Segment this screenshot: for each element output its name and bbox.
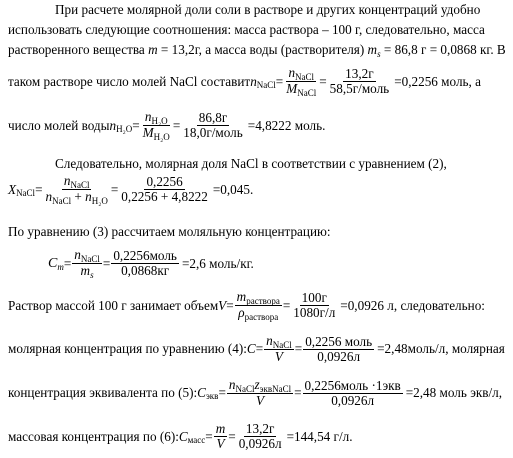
fraction — [181, 111, 245, 140]
subscript: H₂O — [153, 132, 170, 142]
var-V: V — [255, 393, 265, 408]
denominator: 0,0926л — [317, 348, 361, 364]
equals: = — [63, 255, 72, 271]
subscript: NaCl — [235, 384, 255, 394]
equals: = — [282, 297, 291, 313]
para1-line1 — [55, 2, 507, 17]
subscript: H₂O — [91, 196, 108, 206]
denominator: 1080г/л — [293, 305, 336, 320]
var-rho: ρ — [238, 305, 245, 320]
text: = 13,2г, а масса воды (растворителя) — [157, 42, 368, 57]
subscript: H₂O — [116, 123, 133, 134]
var-C: C — [197, 385, 206, 400]
text: растворенного вещества — [8, 42, 149, 57]
subscript: NaCl — [70, 180, 90, 190]
equation-x-nacl — [8, 174, 253, 205]
var-n: n — [144, 109, 152, 124]
subscript: NaCl — [295, 72, 315, 82]
var-m: m — [80, 263, 91, 278]
subscript: экв — [205, 391, 219, 401]
denominator: 18,0г/моль — [183, 125, 243, 140]
text: концентрация эквивалента по (5): — [8, 385, 198, 400]
numerator: 0,2256моль ·1экв — [304, 377, 401, 393]
var-M: M — [142, 125, 154, 140]
result: =4,8222 моль. — [247, 117, 326, 133]
para1-line3 — [8, 42, 507, 59]
fraction — [303, 379, 403, 408]
var-V: V — [274, 349, 283, 364]
var-n: n — [45, 189, 53, 204]
equals: = — [102, 255, 111, 271]
var-m: m — [367, 42, 378, 57]
fraction — [235, 290, 282, 321]
fraction — [328, 67, 392, 96]
fraction — [291, 291, 337, 320]
subscript: NaCl — [297, 88, 317, 98]
fraction — [264, 334, 294, 364]
para2-line1 — [55, 156, 507, 171]
text: массовая концентрация по (6): — [8, 428, 179, 444]
var-X: X — [8, 181, 17, 197]
subscript: s — [90, 270, 94, 280]
numerator: 100г — [301, 290, 327, 305]
text: По уравнению (3) рассчитаем моляльную концентрацию: — [8, 224, 331, 239]
var-m: m — [236, 289, 247, 304]
fraction — [119, 175, 210, 204]
numerator: 0,2256 моль — [305, 333, 373, 349]
subscript: эквNaCl — [259, 384, 292, 394]
subscript: NaCl — [16, 187, 36, 198]
subscript: NaCl — [52, 196, 72, 206]
var-n: n — [74, 247, 81, 262]
fraction: $\frac{n_{NaCl}}{n_{NaCl} + n_{H_2O}}$ — [45, 173, 108, 206]
subscript: m — [57, 261, 64, 272]
text: При расчете молярной доли соли в растворе и других концентраций удобно — [55, 2, 481, 17]
equation-n-nacl — [8, 66, 481, 97]
text: Следовательно, молярная доля NaCl в соответствии с уравнением (2), — [55, 156, 447, 171]
denominator: 0,0926л — [331, 392, 375, 408]
result: =2,6 моль/кг. — [181, 255, 254, 271]
result: =2,48моль/л, молярная — [377, 341, 505, 356]
result: =0,0926 л, следовательно: — [340, 297, 485, 313]
text: Раствор массой 100 г занимает объем — [8, 297, 219, 313]
var-C: C — [48, 255, 58, 271]
var-n: n — [266, 333, 273, 348]
var-n: n — [85, 189, 92, 204]
var-n: n — [63, 173, 71, 188]
para3-line1 — [8, 224, 331, 239]
var-M: M — [286, 81, 298, 96]
equals: = — [35, 181, 43, 197]
numerator: m — [215, 421, 226, 436]
equation-equivalent: концентрация эквивалента по (5): C экв = $\frac{n_{NaCl}z_{эквNaCl}}{V}$ = $\frac{\text{0,2256моль ·1экв}}{0,0926л}$ =2,48 моль экв/л, — [8, 377, 503, 408]
denominator: V — [216, 436, 225, 451]
equation-volume: Раствор массой 100 г занимает объем V = $\frac{m_{раствора}}{\rho_{раствора}}$ = $\frac{100г}{1080г/л}$ =0,0926 л, следовательно: — [8, 289, 485, 322]
result: =0,2256 моль, а — [394, 73, 481, 89]
denominator: 58,5г/моль — [329, 81, 390, 96]
equals: = — [275, 73, 284, 89]
result: =0,045. — [212, 181, 254, 197]
text: использовать следующие соотношения: масса раствора – 100 г, следовательно, масса — [8, 22, 485, 37]
subscript: NaCl — [256, 79, 276, 90]
subscript: раствора — [246, 296, 280, 306]
var-V: V — [218, 297, 227, 313]
var-m: n — [288, 65, 296, 80]
fraction — [284, 66, 318, 97]
fraction — [141, 110, 172, 141]
equation-molarity: молярная концентрация по уравнению (4): C = $\frac{n_{NaCl}}{V}$ = $\frac{\text{0,2256 моль}}{0,0926л}$ =2,48моль/л, молярная — [8, 333, 505, 364]
equals: = — [294, 341, 303, 356]
var-z: z — [254, 377, 260, 392]
equals: = — [205, 428, 213, 444]
text: = 86,8 г = 0,0868 кг. В — [380, 42, 506, 57]
equation-n-h2o — [8, 110, 325, 141]
var-n: n — [228, 377, 236, 392]
denominator: 0,2256 + 4,8222 — [121, 189, 208, 204]
equation-mass-conc — [8, 422, 353, 451]
subscript: s — [377, 49, 381, 59]
subscript: H₂O — [151, 116, 168, 126]
equals: = — [294, 385, 302, 400]
equals: = — [228, 428, 236, 444]
var-n: n — [109, 117, 117, 133]
equation-cm — [48, 248, 254, 279]
text: число молей воды — [8, 117, 110, 133]
numerator: 13,2г — [345, 66, 374, 81]
fraction — [111, 249, 179, 278]
var-C: C — [178, 428, 188, 444]
equals: = — [132, 117, 140, 133]
subscript: раствора — [244, 312, 279, 322]
fraction — [303, 335, 374, 364]
equals: = — [172, 117, 181, 133]
numerator: 13,2г — [245, 421, 275, 436]
fraction — [227, 378, 293, 408]
fraction — [214, 422, 228, 451]
text: молярная концентрация по уравнению (4): — [8, 341, 247, 356]
fraction — [237, 422, 284, 451]
var-C: C — [246, 341, 256, 356]
subscript: масс — [187, 434, 206, 445]
numerator: 86,8г — [198, 110, 228, 125]
text: таком растворе число молей NaCl составит — [8, 73, 251, 89]
equals: = — [110, 181, 119, 197]
fraction — [72, 248, 102, 279]
var-m: m — [148, 42, 158, 57]
var-n: n — [250, 73, 257, 89]
equals: = — [319, 73, 327, 89]
subscript: NaCl — [272, 340, 292, 350]
numerator: 0,2256моль — [113, 248, 177, 263]
para1-line2 — [8, 22, 507, 37]
denominator: 0,0926л — [238, 436, 282, 451]
result: =144,54 г/л. — [286, 428, 353, 444]
denominator: 0,0868кг — [121, 263, 170, 278]
result: =2,48 моль экв/л, — [405, 385, 503, 400]
numerator: 0,2256 — [146, 174, 183, 189]
subscript: NaCl — [80, 254, 100, 264]
